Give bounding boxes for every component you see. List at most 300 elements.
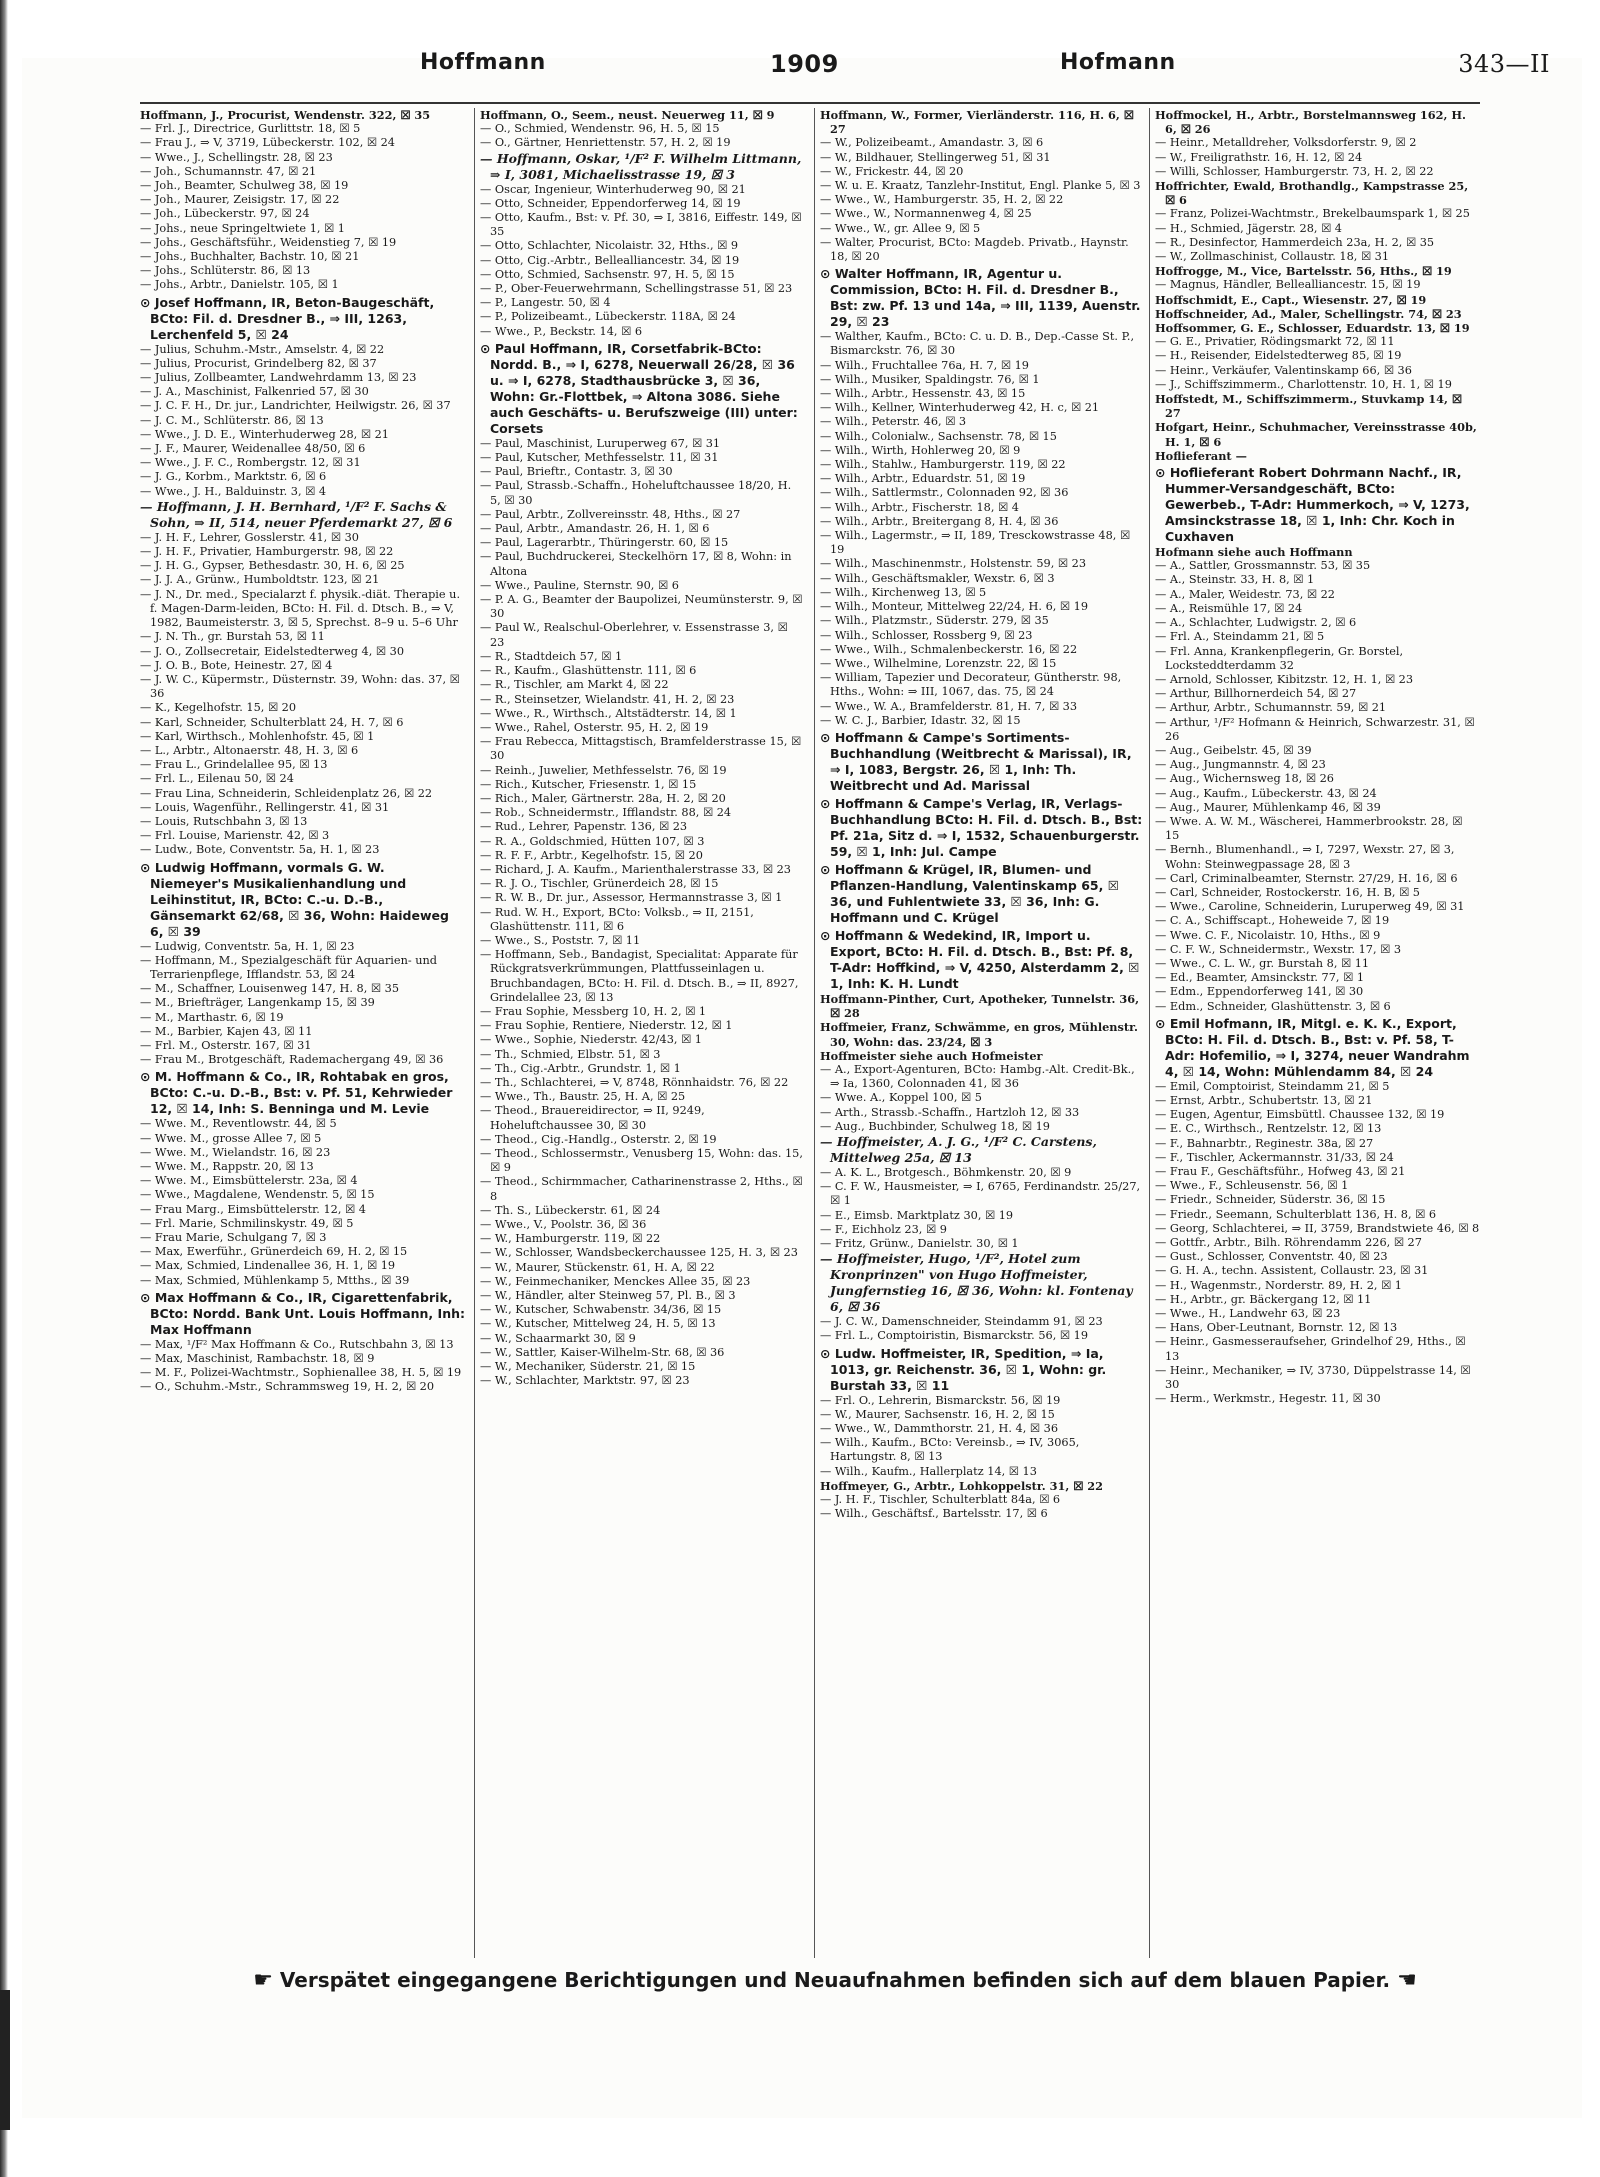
directory-entry: — R. W. B., Dr. jur., Assessor, Hermannstrasse 3, ☒ 1 xyxy=(480,891,783,905)
directory-entry: — C. A., Schiffscapt., Hoheweide 7, ☒ 19 xyxy=(1155,914,1390,928)
directory-entry: — Wilh., Peterstr. 46, ☒ 3 xyxy=(820,415,967,429)
directory-entry: — Frl. L., Eilenau 50, ☒ 24 xyxy=(140,772,294,786)
header-year: 1909 xyxy=(770,50,839,78)
directory-entry: — J. O. B., Bote, Heinestr. 27, ☒ 4 xyxy=(140,658,333,672)
column-divider xyxy=(814,108,815,1958)
column-divider xyxy=(474,108,475,1958)
directory-entry: — Frl. O., Lehrerin, Bismarckstr. 56, ☒ 19 xyxy=(820,1393,1061,1407)
directory-entry: — Julius, Schuhm.-Mstr., Amselstr. 4, ☒ 22 xyxy=(140,342,385,356)
directory-entry: — Gust., Schlosser, Conventstr. 40, ☒ 23 xyxy=(1155,1250,1388,1264)
directory-entry: — Th., Schlachterei, ⇒ V, 8748, Rönnhaidstr. 76, ☒ 22 xyxy=(480,1075,789,1089)
directory-columns xyxy=(140,108,1480,1958)
directory-entry: — Johs., Schlüterstr. 86, ☒ 13 xyxy=(140,264,311,278)
directory-entry: — Rud., Lehrer, Papenstr. 136, ☒ 23 xyxy=(480,820,688,834)
directory-entry: — F., Tischler, Ackermannstr. 31/33, ☒ 24 xyxy=(1155,1150,1394,1164)
directory-entry: — Hoffmann, M., Spezialgeschäft für Aquarien- und Terrarienpflege, Ifflandstr. 53, ☒ 24 xyxy=(140,953,438,981)
directory-entry: — Frau F., Geschäftsführ., Hofweg 43, ☒ 21 xyxy=(1155,1165,1406,1178)
directory-entry: — Hoffmann, Oskar, ¹/F² F. Wilhelm Littmann, ⇒ I, 3081, Michaelisstrasse 19, ☒ 3 xyxy=(480,150,802,182)
directory-entry: — Wilh., Stahlw., Hamburgerstr. 119, ☒ 22 xyxy=(820,458,1066,472)
header-rule xyxy=(140,102,1480,104)
directory-entry: Hoffschneider, Ad., Maler, Schellingstr. 74, ☒ 23 xyxy=(1155,306,1462,321)
directory-entry: — Arth., Strassb.-Schaffn., Hartzloh 12, ☒ 33 xyxy=(820,1105,1080,1119)
directory-entry: — J. O., Zollsecretair, Eidelstedterweg 4, ☒ 30 xyxy=(140,644,405,658)
directory-entry: — Max, Schmied, Lindenallee 36, H. 1, ☒ 19 xyxy=(140,1259,396,1273)
directory-entry: — Carl, Criminalbeamter, Sternstr. 27/29, H. 16, ☒ 6 xyxy=(1155,871,1458,885)
directory-entry: — Louis, Wagenführ., Rellingerstr. 41, ☒ 31 xyxy=(140,800,390,814)
directory-entry: — Joh., Lübeckerstr. 97, ☒ 24 xyxy=(140,207,310,221)
directory-entry: — Wwe. M., grosse Allee 7, ☒ 5 xyxy=(140,1131,322,1145)
directory-entry: — Rich., Kutscher, Friesenstr. 1, ☒ 15 xyxy=(480,777,697,791)
directory-entry: — Wwe., V., Poolstr. 36, ☒ 36 xyxy=(480,1218,647,1232)
directory-entry: — Wilh., Musiker, Spaldingstr. 76, ☒ 1 xyxy=(820,372,1040,386)
directory-entry: — Wwe. A., Koppel 100, ☒ 5 xyxy=(820,1091,982,1105)
directory-entry: — Wwe. A. W. M., Wäscherei, Hammerbrookstr. 28, ☒ 15 xyxy=(1155,814,1463,843)
directory-entry: — E. C., Wirthsch., Rentzelstr. 12, ☒ 13 xyxy=(1155,1122,1382,1136)
directory-entry: — W., Bildhauer, Stellingerweg 51, ☒ 31 xyxy=(820,150,1051,164)
directory-entry: — Wilh., Geschäftsmakler, Wexstr. 6, ☒ 3 xyxy=(820,571,1055,585)
directory-entry: — P., Ober-Feuerwehrmann, Schellingstrasse 51, ☒ 23 xyxy=(480,282,793,296)
directory-entry: — J. N. Th., gr. Burstah 53, ☒ 11 xyxy=(140,630,325,644)
directory-entry: — Wilh., Arbtr., Hessenstr. 43, ☒ 15 xyxy=(820,387,1026,401)
directory-entry: — Otto, Schmied, Sachsenstr. 97, H. 5, ☒ 15 xyxy=(480,267,735,281)
directory-entry: — A., Steinstr. 33, H. 8, ☒ 1 xyxy=(1155,573,1315,587)
directory-entry: — Aug., Buchbinder, Schulweg 18, ☒ 19 xyxy=(820,1119,1050,1133)
directory-entry: — J. H. F., Tischler, Schulterblatt 84a, ☒ 6 xyxy=(820,1493,1061,1506)
directory-entry: — Frau Rebecca, Mittagstisch, Bramfelderstrasse 15, ☒ 30 xyxy=(480,735,802,763)
directory-entry: ⊙ Paul Hoffmann, IR, Corsetfabrik-BCto: Nordd. B., ⇒ I, 6278, Neuerwall 26/28, ☒ 36 u. ⇒ I, 6278, Stadthausbrücke 3, ☒ 36, Wohn: Gr.-Flottbek, ⇒ Altona 3086. Siehe auch Geschäfts- u. Berufszweige (III) unter: Corsets xyxy=(480,340,798,436)
directory-entry: — Wilh., Kaufm., BCto: Vereinsb., ⇒ IV, 3065, Hartungstr. 8, ☒ 13 xyxy=(820,1436,1080,1464)
directory-entry: — Hoffmann, J. H. Bernhard, ¹/F² F. Sachs & Sohn, ⇒ II, 514, neuer Pferdemarkt 27, ☒ 6 xyxy=(140,498,453,530)
directory-entry: — Paul, Kutscher, Methfesselstr. 11, ☒ 31 xyxy=(480,451,719,465)
header-left-name: Hoffmann xyxy=(420,50,546,75)
directory-entry: — Joh., Beamter, Schulweg 38, ☒ 19 xyxy=(140,179,349,193)
directory-entry: ⊙ Emil Hofmann, IR, Mitgl. e. K. K., Export, BCto: H. Fil. d. Dtsch. B., Bst: v. Pf. 58, T-Adr: Hofemilio, ⇒ I, 3274, neuer Wandrahm 4, ☒ 14, Wohn: Mühlendamm 84, ☒ 24 xyxy=(1155,1015,1470,1079)
directory-entry: Hoffmeister siehe auch Hofmeister xyxy=(820,1048,1043,1063)
directory-entry: — W., Händler, alter Steinweg 57, Pl. B., ☒ 3 xyxy=(480,1289,736,1303)
directory-entry: — William, Tapezier und Decorateur, Güntherstr. 98, Hths., Wohn: ⇒ III, 1067, das. 75, ☒ 24 xyxy=(820,671,1122,699)
directory-entry: — O., Gärtner, Henriettenstr. 57, H. 2, ☒ 19 xyxy=(480,136,731,150)
directory-entry: — Arnold, Schlosser, Kibitzstr. 12, H. 1, ☒ 23 xyxy=(1155,672,1414,686)
directory-entry: Hofmann siehe auch Hoffmann xyxy=(1155,545,1353,560)
directory-entry: — H., Reisender, Eidelstedterweg 85, ☒ 19 xyxy=(1155,349,1402,363)
directory-entry: — J. C. F. H., Dr. jur., Landrichter, Heilwigstr. 26, ☒ 37 xyxy=(140,399,451,413)
directory-entry: — Wwe., Wilh., Schmalenbeckerstr. 16, ☒ 22 xyxy=(820,642,1078,656)
directory-entry: — Carl, Schneider, Rostockerstr. 16, H. B, ☒ 5 xyxy=(1155,885,1420,899)
directory-entry: — Heinr., Gasmesseraufseher, Grindelhof 29, Hths., ☒ 13 xyxy=(1155,1335,1466,1363)
directory-entry: — W., Kutscher, Mittelweg 24, H. 5, ☒ 13 xyxy=(480,1317,716,1331)
directory-entry: — Wwe., R., Wirthsch., Altstädterstr. 14, ☒ 1 xyxy=(480,706,737,720)
directory-entry: — Heinr., Metalldreher, Volksdorferstr. 9, ☒ 2 xyxy=(1155,136,1417,150)
directory-entry: — Georg, Schlachterei, ⇒ II, 3759, Brandstwiete 46, ☒ 8 xyxy=(1155,1221,1480,1235)
directory-entry: — Hans, Ober-Leutnant, Bornstr. 12, ☒ 13 xyxy=(1155,1321,1398,1335)
directory-entry: — Johs., Arbtr., Danielstr. 105, ☒ 1 xyxy=(140,278,339,292)
directory-entry: — Johs., Geschäftsführ., Weidenstieg 7, ☒ 19 xyxy=(140,235,397,249)
directory-entry: — P., Polizeibeamt., Lübeckerstr. 118A, ☒ 24 xyxy=(480,310,736,324)
directory-entry: — H., Schmied, Jägerstr. 28, ☒ 4 xyxy=(1155,221,1342,235)
directory-entry: — Wwe., J., Schellingstr. 28, ☒ 23 xyxy=(140,150,333,164)
directory-entry: ⊙ Hoffmann & Krügel, IR, Blumen- und Pflanzen-Handlung, Valentinskamp 65, ☒ 36, und Fuhlentwiete 33, ☒ 36, Inh: G. Hoffmann und C. Krügel xyxy=(820,861,1119,925)
directory-entry: — Frau Sophie, Messberg 10, H. 2, ☒ 1 xyxy=(480,1004,707,1018)
directory-entry: ⊙ Ludw. Hoffmeister, IR, Spedition, ⇒ Ia, 1013, gr. Reichenstr. 36, ☒ 1, Wohn: gr. Burstah 33, ☒ 11 xyxy=(820,1345,1107,1393)
directory-entry: — Frau Marg., Eimsbüttelerstr. 12, ☒ 4 xyxy=(140,1202,366,1216)
directory-entry: — Gottfr., Arbtr., Bilh. Röhrendamm 226, ☒ 27 xyxy=(1155,1236,1422,1250)
directory-entry: — Louis, Rutschbahn 3, ☒ 13 xyxy=(140,814,308,828)
directory-entry: — R., Kaufm., Glashüttenstr. 111, ☒ 6 xyxy=(480,664,697,678)
directory-entry: — Arthur, ¹/F² Hofmann & Heinrich, Schwarzestr. 31, ☒ 26 xyxy=(1155,715,1475,743)
directory-entry: — Richard, J. A. Kaufm., Marienthalerstrasse 33, ☒ 23 xyxy=(480,862,791,876)
directory-entry: — Otto, Kaufm., Bst: v. Pf. 30, ⇒ I, 3816, Eiffestr. 149, ☒ 35 xyxy=(480,211,802,239)
directory-entry: — Heinr., Mechaniker, ⇒ IV, 3730, Düppelstrasse 14, ☒ 30 xyxy=(1155,1363,1471,1392)
directory-entry: — Frl. Louise, Marienstr. 42, ☒ 3 xyxy=(140,829,330,843)
directory-entry: — M., Marthastr. 6, ☒ 19 xyxy=(140,1010,284,1024)
directory-entry: — Frl. J., Directrice, Gurlittstr. 18, ☒ 5 xyxy=(140,122,361,136)
directory-entry: — Wwe., W. A., Bramfelderstr. 81, H. 7, ☒ 33 xyxy=(820,699,1078,713)
directory-entry: — Reinh., Juwelier, Methfesselstr. 76, ☒ 19 xyxy=(480,763,727,777)
directory-entry: — Wwe., W., gr. Allee 9, ☒ 5 xyxy=(820,221,981,235)
directory-entry: — Wwe., S., Poststr. 7, ☒ 11 xyxy=(480,933,641,947)
directory-entry: Hoffmeier, Franz, Schwämme, en gros, Mühlenstr. 30, Wohn: das. 23/24, ☒ 3 xyxy=(820,1020,1138,1049)
directory-entry: ⊙ Hoffmann & Campe's Verlag, IR, Verlags-Buchhandlung BCto: H. Fil. d. Dtsch. B., Bst: Pf. 21a, Sitz d. ⇒ I, 1532, Schauenburgerstr. 59, ☒ 1, Inh: Jul. Campe xyxy=(820,795,1143,859)
directory-entry: — Wilh., Arbtr., Fischerstr. 18, ☒ 4 xyxy=(820,500,1019,514)
binding-shadow xyxy=(0,1990,10,2130)
directory-entry: — Wwe., Sophie, Niederstr. 42/43, ☒ 1 xyxy=(480,1033,702,1047)
directory-entry: — Frau L., Grindelallee 95, ☒ 13 xyxy=(140,758,328,772)
directory-entry: Hoffmann, W., Former, Vierländerstr. 116, H. 6, ☒ 27 xyxy=(820,108,1134,137)
directory-entry: — Fritz, Grünw., Danielstr. 30, ☒ 1 xyxy=(820,1236,1019,1250)
directory-entry: — A., Sattler, Grossmannstr. 53, ☒ 35 xyxy=(1155,559,1371,573)
directory-entry: — W., Maurer, Sachsenstr. 16, H. 2, ☒ 15 xyxy=(820,1407,1055,1421)
directory-entry: — M., Barbier, Kajen 43, ☒ 11 xyxy=(140,1024,313,1038)
directory-entry: — Edm., Eppendorferweg 141, ☒ 30 xyxy=(1155,985,1364,999)
directory-entry: — J. N., Dr. med., Specialarzt f. physik.-diät. Therapie u. f. Magen-Darm-leiden, BCto: H. Fil. d. Dtsch. B., ⇒ V, 1982, Baumeisterstr. 3, ☒ 5, Sprechst. 8–9 u. 5–6 Uhr xyxy=(140,587,461,630)
directory-entry: — Friedr., Schneider, Süderstr. 36, ☒ 15 xyxy=(1155,1193,1386,1207)
directory-entry: — Paul, Lagerarbtr., Thüringerstr. 60, ☒ 15 xyxy=(480,536,729,550)
directory-entry: — Wwe., Magdalene, Wendenstr. 5, ☒ 15 xyxy=(140,1188,375,1202)
footer-notice xyxy=(170,1968,1500,1996)
directory-entry: — Wilh., Arbtr., Breitergang 8, H. 4, ☒ 36 xyxy=(820,514,1059,528)
directory-entry: — G. E., Privatier, Rödingsmarkt 72, ☒ 11 xyxy=(1155,335,1395,349)
directory-entry: — J. A., Maschinist, Falkenried 57, ☒ 30 xyxy=(140,385,369,399)
directory-entry: — O., Schmied, Wendenstr. 96, H. 5, ☒ 15 xyxy=(480,122,720,136)
directory-entry: — G. H. A., techn. Assistent, Collaustr. 23, ☒ 31 xyxy=(1155,1264,1429,1278)
directory-entry: Hoffmockel, H., Arbtr., Borstelmannsweg 162, H. 6, ☒ 26 xyxy=(1155,108,1466,137)
directory-entry: — Wilh., Sattlermstr., Colonnaden 92, ☒ 36 xyxy=(820,486,1069,500)
directory-entry: — Friedr., Seemann, Schulterblatt 136, H. 8, ☒ 6 xyxy=(1155,1207,1437,1221)
directory-entry: — J. F., Maurer, Weidenallee 48/50, ☒ 6 xyxy=(140,442,366,456)
directory-entry: Hoffrichter, Ewald, Brothandlg., Kampstrasse 25, ☒ 6 xyxy=(1155,179,1469,208)
directory-entry: — Paul, Maschinist, Luruperweg 67, ☒ 31 xyxy=(480,436,721,450)
directory-entry: — W., Schaarmarkt 30, ☒ 9 xyxy=(480,1331,636,1345)
directory-entry: — Wilh., Maschinenmstr., Holstenstr. 59, ☒ 23 xyxy=(820,557,1087,571)
directory-entry: — Frl. Marie, Schmilinskystr. 49, ☒ 5 xyxy=(140,1216,354,1230)
pointing-hand-right-icon: ☛ xyxy=(253,1968,273,1993)
directory-entry: Hoffrogge, M., Vice, Bartelsstr. 56, Hths., ☒ 19 xyxy=(1155,264,1452,279)
directory-entry: — Ludw., Bote, Conventstr. 5a, H. 1, ☒ 23 xyxy=(140,843,380,857)
directory-entry: — Wilh., Wirth, Hohlerweg 20, ☒ 9 xyxy=(820,443,1021,457)
directory-entry: — H., Arbtr., gr. Bäckergang 12, ☒ 11 xyxy=(1155,1292,1372,1306)
directory-entry: — Theod., Cig.-Handlg., Osterstr. 2, ☒ 19 xyxy=(480,1132,717,1146)
directory-entry: — Rich., Maler, Gärtnerstr. 28a, H. 2, ☒ 20 xyxy=(480,791,726,805)
directory-entry: ⊙ M. Hoffmann & Co., IR, Rohtabak en gros, BCto: C.-u. D.-B., Bst: v. Pf. 51, Kehrwieder 12, ☒ 14, Inh: S. Benninga und M. Levie xyxy=(140,1069,453,1117)
directory-entry: — Wilh., Arbtr., Eduardstr. 51, ☒ 19 xyxy=(820,472,1026,486)
directory-entry: — Wwe. M., Reventlowstr. 44, ☒ 5 xyxy=(140,1117,337,1131)
directory-entry: — Ernst, Arbtr., Schubertstr. 13, ☒ 21 xyxy=(1155,1093,1373,1107)
directory-entry: — J. J. A., Grünw., Humboldtstr. 123, ☒ 21 xyxy=(140,573,380,587)
directory-entry: — Rud. W. H., Export, BCto: Volksb., ⇒ II, 2151, Glashüttenstr. 111, ☒ 6 xyxy=(480,905,754,933)
directory-entry: — Theod., Schirmmacher, Catharinenstrasse 2, Hths., ☒ 8 xyxy=(480,1175,803,1203)
directory-entry: Hoffschmidt, E., Capt., Wiesenstr. 27, ☒ 19 xyxy=(1155,292,1427,307)
directory-entry: ⊙ Hoflieferant Robert Dohrmann Nachf., IR, Hummer-Versandgeschäft, BCto: Gewerbeb., T-Adr: Hummerkoch, ⇒ V, 1273, Amsinckstrasse 18, ☒ 1, Inh: Chr. Koch in Cuxhaven xyxy=(1155,465,1470,545)
directory-entry: — R. A., Goldschmied, Hütten 107, ☒ 3 xyxy=(480,834,705,848)
directory-entry: — Paul, Brieftr., Contastr. 3, ☒ 30 xyxy=(480,465,673,479)
directory-entry: — Frl. L., Comptoiristin, Bismarckstr. 56, ☒ 19 xyxy=(820,1329,1089,1343)
directory-entry: — E., Eimsb. Marktplatz 30, ☒ 19 xyxy=(820,1208,1014,1222)
directory-entry: — Wwe. C. F., Nicolaistr. 10, Hths., ☒ 9 xyxy=(1155,928,1381,942)
directory-entry: — Wwe., J. F. C., Rombergstr. 12, ☒ 31 xyxy=(140,456,361,470)
directory-entry: — Max, Ewerführ., Grünerdeich 69, H. 2, ☒ 15 xyxy=(140,1245,408,1259)
directory-entry: Hoflieferant — xyxy=(1155,448,1247,463)
directory-entry: — A., Maler, Weidestr. 73, ☒ 22 xyxy=(1155,587,1335,601)
directory-entry: — Max, Schmied, Mühlenkamp 5, Mtths., ☒ 39 xyxy=(140,1273,410,1287)
directory-entry: — A., Reismühle 17, ☒ 24 xyxy=(1155,601,1303,615)
directory-entry: — Wwe., Th., Baustr. 25, H. A, ☒ 25 xyxy=(480,1090,686,1104)
directory-entry: — H., Wagenmstr., Norderstr. 89, H. 2, ☒ 1 xyxy=(1155,1278,1402,1292)
directory-entry: — Wilh., Colonialw., Sachsenstr. 78, ☒ 15 xyxy=(820,429,1057,443)
directory-entry: — R., Steinsetzer, Wielandstr. 41, H. 2, ☒ 23 xyxy=(480,692,735,706)
directory-entry: — Frau Sophie, Rentiere, Niederstr. 12, ☒ 1 xyxy=(480,1019,733,1033)
directory-entry: — Johs., neue Springeltwiete 1, ☒ 1 xyxy=(140,221,345,235)
directory-entry: — Frl. Anna, Krankenpflegerin, Gr. Borstel, Locksteddterdamm 32 xyxy=(1155,644,1404,672)
directory-entry: — R. F. F., Arbtr., Kegelhofstr. 15, ☒ 20 xyxy=(480,848,703,862)
directory-entry: — Wwe., W., Dammthorstr. 21, H. 4, ☒ 36 xyxy=(820,1421,1059,1435)
directory-entry: — W., Polizeibeamt., Amandastr. 3, ☒ 6 xyxy=(820,136,1044,150)
directory-entry: — R., Desinfector, Hammerdeich 23a, H. 2, ☒ 35 xyxy=(1155,235,1435,249)
directory-entry: — W., Mechaniker, Süderstr. 21, ☒ 15 xyxy=(480,1360,696,1374)
directory-entry: ⊙ Ludwig Hoffmann, vormals G. W. Niemeyer's Musikalienhandlung und Leihinstitut, IR, BCto: C.-u. D.-B., Gänsemarkt 62/68, ☒ 36, Wohn: Haideweg 6, ☒ 39 xyxy=(140,859,449,939)
directory-entry: — W., Feinmechaniker, Menckes Allee 35, ☒ 23 xyxy=(480,1274,751,1288)
directory-entry: — Karl, Wirthsch., Mohlenhofstr. 45, ☒ 1 xyxy=(140,729,375,743)
directory-entry: — Heinr., Verkäufer, Valentinskamp 66, ☒ 36 xyxy=(1155,363,1412,377)
directory-entry: — Wilh., Monteur, Mittelweg 22/24, H. 6, ☒ 19 xyxy=(820,600,1089,614)
directory-entry: Hoffmann-Pinther, Curt, Apotheker, Tunnelstr. 36, ☒ 28 xyxy=(820,991,1140,1021)
directory-entry: — Magnus, Händler, Bellealliancestr. 15, ☒ 19 xyxy=(1155,278,1421,292)
directory-entry: ⊙ Max Hoffmann & Co., IR, Cigarettenfabrik, BCto: Nordd. Bank Unt. Louis Hoffmann, Inh: Max Hoffmann xyxy=(140,1289,465,1337)
directory-entry: — Wwe., Wilhelmine, Lorenzstr. 22, ☒ 15 xyxy=(820,656,1057,670)
directory-entry: — P. A. G., Beamter der Baupolizei, Neumünsterstr. 9, ☒ 30 xyxy=(480,593,803,621)
directory-entry: — Wwe., Pauline, Sternstr. 90, ☒ 6 xyxy=(480,578,679,592)
directory-entry: — Paul W., Realschul-Oberlehrer, v. Essenstrasse 3, ☒ 23 xyxy=(480,621,788,649)
directory-entry: — Julius, Zollbeamter, Landwehrdamm 13, ☒ 23 xyxy=(140,371,417,385)
footer-text: Verspätet eingegangene Berichtigungen und Neuaufnahmen befinden sich auf dem blauen Papier. xyxy=(279,1968,1391,1992)
directory-entry: — Wilh., Kaufm., Hallerplatz 14, ☒ 13 xyxy=(820,1464,1037,1478)
directory-entry: — Emil, Comptoirist, Steindamm 21, ☒ 5 xyxy=(1155,1079,1390,1093)
directory-entry: — Wwe., J. D. E., Winterhuderweg 28, ☒ 21 xyxy=(140,427,389,441)
directory-entry: — C. F. W., Schneidermstr., Wexstr. 17, ☒ 3 xyxy=(1155,942,1402,956)
directory-entry: — Hoffmeister, Hugo, ¹/F², Hotel zum Kronprinzen" von Hugo Hoffmeister, Jungfernstieg 16, ☒ 36, Wohn: kl. Fontenay 6, ☒ 36 xyxy=(820,1251,1133,1315)
directory-entry: — Joh., Schumannstr. 47, ☒ 21 xyxy=(140,164,317,178)
page-binding-edge xyxy=(0,0,8,2177)
directory-entry: — Paul, Buchdruckerei, Steckelhörn 17, ☒ 8, Wohn: in Altona xyxy=(480,550,792,578)
directory-entry: — P., Langestr. 50, ☒ 4 xyxy=(480,296,611,310)
directory-entry: — Herm., Werkmstr., Hegestr. 11, ☒ 30 xyxy=(1155,1392,1381,1406)
directory-entry: — Otto, Cig.-Arbtr., Bellealliancestr. 34, ☒ 19 xyxy=(480,253,740,267)
directory-entry: Hofgart, Heinr., Schuhmacher, Vereinsstrasse 40b, H. 1, ☒ 6 xyxy=(1155,420,1477,449)
directory-entry: — Aug., Kaufm., Lübeckerstr. 43, ☒ 24 xyxy=(1155,786,1377,800)
directory-entry: — J. H. G., Gypser, Bethesdastr. 30, H. 6, ☒ 25 xyxy=(140,559,405,573)
directory-entry: — Oscar, Ingenieur, Winterhuderweg 90, ☒ 21 xyxy=(480,182,746,196)
directory-entry: — Wwe., W., Hamburgerstr. 35, H. 2, ☒ 22 xyxy=(820,193,1064,207)
directory-entry: — Hoffmann, Seb., Bandagist, Specialitat: Apparate für Rückgratsverkrümmungen, Plattfusseinlagen u. Bruchbandagen, BCto: H. Fil. d. Dtsch. B., ⇒ II, 8927, Grindelallee 23, ☒ 13 xyxy=(480,948,799,1004)
pointing-hand-left-icon: ☚ xyxy=(1397,1968,1417,1993)
directory-entry: — J. H. F., Privatier, Hamburgerstr. 98, ☒ 22 xyxy=(140,545,394,559)
directory-entry: — J., Schiffszimmerm., Charlottenstr. 10, H. 1, ☒ 19 xyxy=(1155,377,1452,391)
directory-entry: — Joh., Maurer, Zeisigstr. 17, ☒ 22 xyxy=(140,193,340,207)
column-3 xyxy=(820,108,1145,1958)
directory-entry: — Frau Marie, Schulgang 7, ☒ 3 xyxy=(140,1231,327,1244)
directory-entry: — W. u. E. Kraatz, Tanzlehr-Institut, Engl. Planke 5, ☒ 3 xyxy=(820,179,1141,193)
directory-entry: — Th., Schmied, Elbstr. 51, ☒ 3 xyxy=(480,1047,661,1061)
directory-entry: — Frau J., ⇒ V, 3719, Lübeckerstr. 102, ☒ 24 xyxy=(140,136,395,150)
directory-entry: — Arthur, Billhornerdeich 54, ☒ 27 xyxy=(1155,687,1357,701)
directory-entry: — Th., Cig.-Arbtr., Grundstr. 1, ☒ 1 xyxy=(480,1061,681,1075)
directory-entry: — W., Freiligrathstr. 16, H. 12, ☒ 24 xyxy=(1155,150,1363,164)
directory-entry: Hoffmann, J., Procurist, Wendenstr. 322, ☒ 35 xyxy=(140,108,431,122)
directory-entry: — K., Kegelhofstr. 15, ☒ 20 xyxy=(140,701,297,715)
directory-entry: — Wwe. M., Wielandstr. 16, ☒ 23 xyxy=(140,1145,331,1159)
directory-entry: Hoffmann, O., Seem., neust. Neuerweg 11, ☒ 9 xyxy=(480,108,775,122)
directory-entry: — Walter, Procurist, BCto: Magdeb. Privatb., Haynstr. 18, ☒ 20 xyxy=(820,235,1129,264)
directory-entry: ⊙ Hoffmann & Wedekind, IR, Import u. Export, BCto: H. Fil. d. Dtsch. B., Bst: Pf. 8, T-Adr: Hoffkind, ⇒ V, 4250, Alsterdamm 2, ☒ 1, Inh: K. H. Lundt xyxy=(820,927,1140,991)
directory-entry: Hoffstedt, M., Schiffszimmerm., Stuvkamp 14, ☒ 27 xyxy=(1155,392,1463,421)
page-number: 343—II xyxy=(1458,50,1550,78)
directory-entry: — Wwe., P., Beckstr. 14, ☒ 6 xyxy=(480,324,643,338)
directory-entry: — A., Schlachter, Ludwigstr. 2, ☒ 6 xyxy=(1155,616,1357,630)
directory-entry: — Th. S., Lübeckerstr. 61, ☒ 24 xyxy=(480,1203,661,1217)
directory-entry: — Max, ¹/F² Max Hoffmann & Co., Rutschbahn 3, ☒ 13 xyxy=(140,1337,454,1351)
directory-entry: — Wilh., Kellner, Winterhuderweg 42, H. c, ☒ 21 xyxy=(820,401,1100,415)
directory-entry: — Wwe., H., Landwehr 63, ☒ 23 xyxy=(1155,1307,1341,1321)
directory-entry: — W., Kutscher, Schwabenstr. 34/36, ☒ 15 xyxy=(480,1303,722,1317)
directory-entry: — Aug., Maurer, Mühlenkamp 46, ☒ 39 xyxy=(1155,800,1381,814)
directory-entry: — R., Stadtdeich 57, ☒ 1 xyxy=(480,649,623,663)
directory-entry: — W., Hamburgerstr. 119, ☒ 22 xyxy=(480,1232,661,1246)
directory-entry: — Paul, Strassb.-Schaffn., Hoheluftchaussee 18/20, H. 5, ☒ 30 xyxy=(480,479,792,507)
directory-entry: — W., Sattler, Kaiser-Wilhelm-Str. 68, ☒ 36 xyxy=(480,1345,725,1359)
directory-entry: — Wwe., J. H., Balduinstr. 3, ☒ 4 xyxy=(140,484,327,498)
directory-entry: — R., Tischler, am Markt 4, ☒ 22 xyxy=(480,678,669,692)
directory-entry: — Paul, Arbtr., Zollvereinsstr. 48, Hths., ☒ 27 xyxy=(480,507,741,521)
directory-entry: — Karl, Schneider, Schulterblatt 24, H. 7, ☒ 6 xyxy=(140,715,404,729)
directory-entry: — Arthur, Arbtr., Schumannstr. 59, ☒ 21 xyxy=(1155,701,1387,715)
directory-entry: — Frau Lina, Schneiderin, Schleidenplatz 26, ☒ 22 xyxy=(140,786,433,800)
directory-entry: — Wilh., Platzmstr., Süderstr. 279, ☒ 35 xyxy=(820,614,1049,628)
directory-entry: — W., Zollmaschinist, Collaustr. 18, ☒ 31 xyxy=(1155,250,1390,264)
directory-entry: — Wwe., F., Schleusenstr. 56, ☒ 1 xyxy=(1155,1179,1349,1193)
directory-entry: — Walther, Kaufm., BCto: C. u. D. B., Dep.-Casse St. P., Bismarckstr. 76, ☒ 30 xyxy=(820,330,1135,358)
directory-entry: Hoffmeyer, G., Arbtr., Lohkoppelstr. 31, ☒ 22 xyxy=(820,1478,1104,1493)
directory-entry: — Wilh., Lagermstr., ⇒ II, 189, Tresckowstrasse 48, ☒ 19 xyxy=(820,529,1131,557)
directory-entry: — Otto, Schlachter, Nicolaistr. 32, Hths., ☒ 9 xyxy=(480,239,739,253)
directory-entry: — M., Briefträger, Langenkamp 15, ☒ 39 xyxy=(140,996,375,1010)
page-header xyxy=(130,50,1550,94)
directory-entry: — C. F. W., Hausmeister, ⇒ I, 6765, Ferdinandstr. 25/27, ☒ 1 xyxy=(820,1180,1141,1208)
directory-entry: — Bernh., Blumenhandl., ⇒ I, 7297, Wexstr. 27, ☒ 3, Wohn: Steinwegpassage 28, ☒ 3 xyxy=(1155,843,1455,871)
directory-entry: — Max, Maschinist, Rambachstr. 18, ☒ 9 xyxy=(140,1352,375,1366)
directory-entry: — Aug., Geibelstr. 45, ☒ 39 xyxy=(1155,743,1312,757)
directory-entry: — L., Arbtr., Altonaerstr. 48, H. 3, ☒ 6 xyxy=(140,743,359,757)
directory-entry: ⊙ Hoffmann & Campe's Sortiments-Buchhandlung (Weitbrecht & Marissal), IR, ⇒ I, 1083, Bergstr. 26, ☒ 1, Inh: Th. Weitbrecht und Ad. Marissal xyxy=(820,729,1132,793)
directory-entry: — Wwe., C. L. W., gr. Burstah 8, ☒ 11 xyxy=(1155,956,1370,970)
directory-entry: — Willi, Schlosser, Hamburgerstr. 73, H. 2, ☒ 22 xyxy=(1155,164,1434,178)
directory-entry: — M., Schaffner, Louisenweg 147, H. 8, ☒ 35 xyxy=(140,982,400,996)
directory-entry: — Wilh., Geschäftsf., Bartelsstr. 17, ☒ 6 xyxy=(820,1507,1048,1521)
directory-entry: — W., Schlosser, Wandsbeckerchaussee 125, H. 3, ☒ 23 xyxy=(480,1246,798,1260)
directory-entry: — Ed., Beamter, Amsinckstr. 77, ☒ 1 xyxy=(1155,971,1365,985)
directory-entry: — J. G., Korbm., Marktstr. 6, ☒ 6 xyxy=(140,470,327,484)
directory-entry: — J. H. F., Lehrer, Gosslerstr. 41, ☒ 30 xyxy=(140,530,359,544)
directory-entry: Hoffsommer, G. E., Schlosser, Eduardstr. 13, ☒ 19 xyxy=(1155,321,1470,336)
directory-entry: — W., Maurer, Stückenstr. 61, H. A, ☒ 22 xyxy=(480,1260,715,1274)
directory-entry: — J. C. W., Damenschneider, Steindamm 91, ☒ 23 xyxy=(820,1315,1103,1329)
directory-entry: — M. F., Polizei-Wachtmstr., Sophienallee 38, H. 5, ☒ 19 xyxy=(140,1366,462,1380)
directory-entry: — Rob., Schneidermstr., Ifflandstr. 88, ☒ 24 xyxy=(480,806,732,820)
directory-entry: — Aug., Wichernsweg 18, ☒ 26 xyxy=(1155,772,1334,786)
directory-entry: — Wwe. M., Eimsbüttelerstr. 23a, ☒ 4 xyxy=(140,1174,358,1188)
directory-entry: — J. W. C., Küpermstr., Düsternstr. 39, Wohn: das. 37, ☒ 36 xyxy=(140,672,460,701)
directory-entry: — Theod., Brauereidirector, ⇒ II, 9249, Hoheluftchaussee 30, ☒ 30 xyxy=(480,1104,705,1132)
directory-entry: ⊙ Josef Hoffmann, IR, Beton-Baugeschäft, BCto: Fil. d. Dresdner B., ⇒ III, 1263, Lerchenfeld 5, ☒ 24 xyxy=(140,294,435,342)
directory-entry: — Edm., Schneider, Glashüttenstr. 3, ☒ 6 xyxy=(1155,999,1391,1013)
directory-entry: — F., Eichholz 23, ☒ 9 xyxy=(820,1222,947,1236)
directory-entry: — F., Bahnarbtr., Reginestr. 38a, ☒ 27 xyxy=(1155,1136,1374,1150)
directory-entry: — Eugen, Agentur, Eimsbüttl. Chaussee 132, ☒ 19 xyxy=(1155,1108,1445,1122)
column-1 xyxy=(140,108,465,1958)
directory-entry: — Wwe., W., Normannenweg 4, ☒ 25 xyxy=(820,207,1032,221)
directory-entry: — Franz, Polizei-Wachtmstr., Brekelbaumspark 1, ☒ 25 xyxy=(1155,207,1470,221)
directory-entry: — W. C. J., Barbier, Idastr. 32, ☒ 15 xyxy=(820,713,1021,727)
directory-entry: — Wilh., Fruchtallee 76a, H. 7, ☒ 19 xyxy=(820,358,1029,372)
directory-entry: — Paul, Arbtr., Amandastr. 26, H. 1, ☒ 6 xyxy=(480,522,710,536)
header-right-name: Hofmann xyxy=(1060,50,1176,75)
directory-entry: — O., Schuhm.-Mstr., Schrammsweg 19, H. 2, ☒ 20 xyxy=(140,1380,435,1394)
directory-entry: — W., Schlachter, Marktstr. 97, ☒ 23 xyxy=(480,1374,690,1388)
directory-entry: — Julius, Procurist, Grindelberg 82, ☒ 37 xyxy=(140,356,377,370)
directory-entry: — Frau M., Brotgeschäft, Rademachergang 49, ☒ 36 xyxy=(140,1053,444,1067)
directory-entry: — Wilh., Schlosser, Rossberg 9, ☒ 23 xyxy=(820,628,1033,642)
directory-entry: — A. K. L., Brotgesch., Böhmkenstr. 20, ☒ 9 xyxy=(820,1165,1072,1179)
column-divider xyxy=(1149,108,1150,1958)
directory-entry: — Hoffmeister, A. J. G., ¹/F² C. Carstens, Mittelweg 25a, ☒ 13 xyxy=(820,1133,1097,1165)
column-4 xyxy=(1155,108,1480,1958)
directory-entry: — A., Export-Agenturen, BCto: Hambg.-Alt. Credit-Bk., ⇒ Ia, 1360, Colonnaden 41, ☒ 36 xyxy=(820,1062,1135,1091)
column-2 xyxy=(480,108,805,1958)
directory-entry: — Frl. A., Steindamm 21, ☒ 5 xyxy=(1155,630,1325,644)
directory-entry: — Wwe. M., Rappstr. 20, ☒ 13 xyxy=(140,1159,314,1173)
directory-entry: — Frl. M., Osterstr. 167, ☒ 31 xyxy=(140,1038,312,1052)
directory-entry: — Johs., Buchhalter, Bachstr. 10, ☒ 21 xyxy=(140,250,360,264)
directory-entry: — J. C. M., Schlüterstr. 86, ☒ 13 xyxy=(140,413,324,427)
directory-entry: — Wwe., Caroline, Schneiderin, Luruperweg 49, ☒ 31 xyxy=(1155,900,1465,914)
directory-entry: — Wilh., Kirchenweg 13, ☒ 5 xyxy=(820,585,987,599)
directory-entry: — Aug., Jungmannstr. 4, ☒ 23 xyxy=(1155,758,1326,772)
directory-entry: — Ludwig, Conventstr. 5a, H. 1, ☒ 23 xyxy=(140,939,355,953)
directory-entry: — W., Frickestr. 44, ☒ 20 xyxy=(820,164,964,178)
directory-entry: — R. J. O., Tischler, Grünerdeich 28, ☒ 15 xyxy=(480,877,719,891)
directory-entry: — Theod., Schlossermstr., Venusberg 15, Wohn: das. 15, ☒ 9 xyxy=(480,1147,803,1175)
directory-entry: — Wwe., Rahel, Osterstr. 95, H. 2, ☒ 19 xyxy=(480,720,709,734)
directory-entry: — Otto, Schneider, Eppendorferweg 14, ☒ 19 xyxy=(480,196,741,210)
directory-entry: ⊙ Walter Hoffmann, IR, Agentur u. Commission, BCto: H. Fil. d. Dresdner B., Bst: zw. Pf. 13 und 14a, ⇒ III, 1139, Auenstr. 29, ☒ 23 xyxy=(820,266,1141,330)
